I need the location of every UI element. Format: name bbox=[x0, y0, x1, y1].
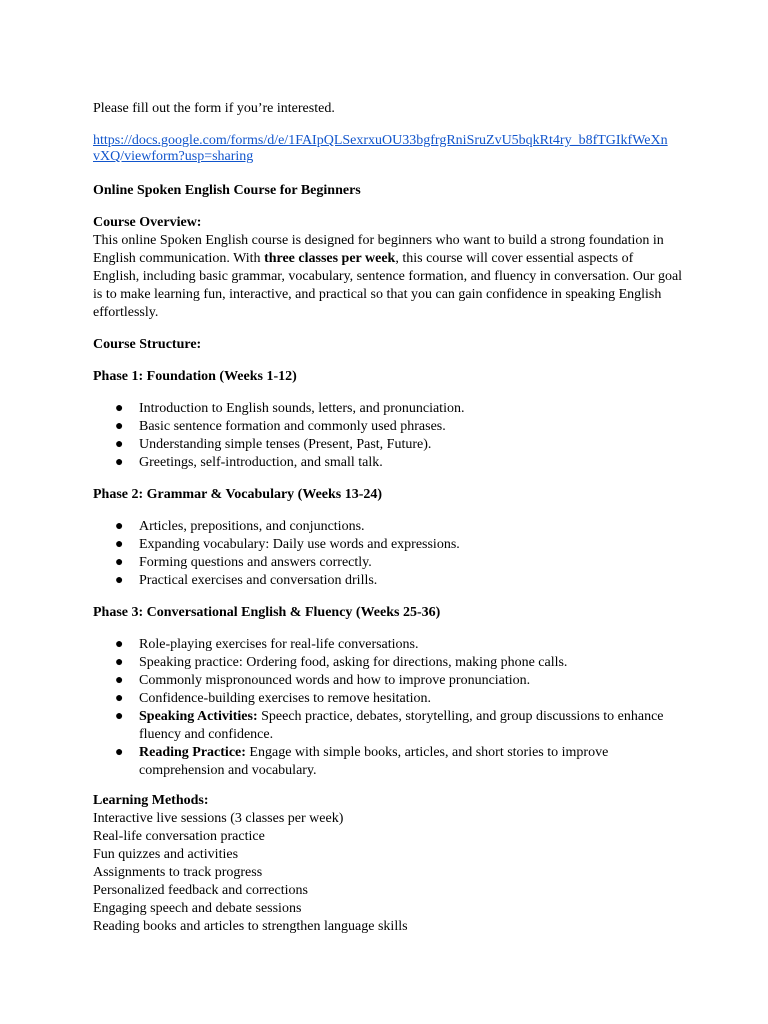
form-link-line-2[interactable]: vXQ/viewform?usp=sharing bbox=[93, 149, 254, 164]
form-link-line-1[interactable]: https://docs.google.com/forms/d/e/1FAIpQLSexrxuOU33bgfrgRniSruZvU5bqkRt4ry_b8fTGIkfWeXn bbox=[93, 133, 668, 148]
list-item-text: Speaking practice: Ordering food, asking for directions, making phone calls. bbox=[139, 655, 568, 670]
list-item bbox=[93, 572, 679, 590]
bullet-icon: ● bbox=[115, 401, 124, 416]
phase-3-title: Phase 3: Conversational English & Fluency (Weeks 25-36) bbox=[93, 605, 441, 620]
list-item bbox=[93, 536, 679, 554]
bullet-icon: ● bbox=[115, 655, 124, 670]
learning-method-item: Interactive live sessions (3 classes per week) bbox=[93, 811, 344, 826]
list-item-bold-label: Speaking Activities: bbox=[139, 709, 258, 724]
phase-1 bbox=[93, 368, 693, 472]
list-item bbox=[93, 400, 679, 418]
overview-text-start: This online Spoken English course is designed for beginners who want to build a strong foundation in English communication. With bbox=[93, 233, 664, 266]
phase-1-title: Phase 1: Foundation (Weeks 1-12) bbox=[93, 369, 297, 384]
bullet-icon: ● bbox=[115, 455, 124, 470]
phase-1-list bbox=[93, 400, 693, 472]
phase-3 bbox=[93, 604, 693, 780]
bullet-icon: ● bbox=[115, 555, 124, 570]
list-item-text: Basic sentence formation and commonly used phrases. bbox=[139, 419, 446, 434]
list-item-bold-label: Reading Practice: bbox=[139, 745, 246, 760]
structure-heading: Course Structure: bbox=[93, 337, 202, 352]
bullet-icon: ● bbox=[115, 691, 124, 706]
bullet-icon: ● bbox=[115, 673, 124, 688]
list-item-text: Practical exercises and conversation drills. bbox=[139, 573, 378, 588]
bullet-icon: ● bbox=[115, 745, 124, 760]
phase-2-title: Phase 2: Grammar & Vocabulary (Weeks 13-24) bbox=[93, 487, 383, 502]
list-item bbox=[93, 672, 679, 690]
bullet-icon: ● bbox=[115, 709, 124, 724]
list-item-text: Confidence-building exercises to remove hesitation. bbox=[139, 691, 431, 706]
bullet-icon: ● bbox=[115, 419, 124, 434]
learning-method-item: Fun quizzes and activities bbox=[93, 847, 239, 862]
list-item-text: Understanding simple tenses (Present, Past, Future). bbox=[139, 437, 432, 452]
overview-bold-text: three classes per week bbox=[264, 251, 396, 266]
learning-method-item: Reading books and articles to strengthen language skills bbox=[93, 919, 408, 934]
learning-methods bbox=[93, 792, 683, 936]
phase-3-list bbox=[93, 636, 693, 780]
list-item-text: Introduction to English sounds, letters, and pronunciation. bbox=[139, 401, 465, 416]
intro-text: Please fill out the form if you’re interested. bbox=[93, 101, 335, 116]
list-item-text: Engage with simple books, articles, and short stories to improve comprehension and vocabulary. bbox=[139, 745, 609, 778]
learning-method-item: Engaging speech and debate sessions bbox=[93, 901, 302, 916]
learning-method-item: Personalized feedback and corrections bbox=[93, 883, 308, 898]
list-item-text: Speech practice, debates, storytelling, and group discussions to enhance fluency and confidence. bbox=[139, 709, 664, 742]
list-item-text: Role-playing exercises for real-life conversations. bbox=[139, 637, 419, 652]
list-item bbox=[93, 690, 679, 708]
list-item bbox=[93, 518, 679, 536]
list-item bbox=[93, 418, 679, 436]
learning-method-item: Real-life conversation practice bbox=[93, 829, 265, 844]
list-item-text: Forming questions and answers correctly. bbox=[139, 555, 372, 570]
overview-heading: Course Overview: bbox=[93, 215, 202, 230]
course-overview bbox=[93, 214, 683, 322]
form-link[interactable] bbox=[93, 133, 693, 165]
list-item bbox=[93, 636, 679, 654]
learning-methods-heading: Learning Methods: bbox=[93, 793, 209, 808]
bullet-icon: ● bbox=[115, 537, 124, 552]
bullet-icon: ● bbox=[115, 637, 124, 652]
list-item bbox=[93, 436, 679, 454]
list-item bbox=[93, 654, 679, 672]
bullet-icon: ● bbox=[115, 519, 124, 534]
list-item-text: Greetings, self-introduction, and small talk. bbox=[139, 455, 383, 470]
bullet-icon: ● bbox=[115, 573, 124, 588]
bullet-icon: ● bbox=[115, 437, 124, 452]
list-item bbox=[93, 744, 679, 780]
overview-text-end: , this course will cover essential aspects of English, including basic grammar, vocabulary, sentence formation, and fluency in conversation. Our goal is to make learning fun, interactive, and practical so that you can gain confidence in speaking English effortlessly. bbox=[93, 251, 683, 320]
phase-2-list bbox=[93, 518, 693, 590]
list-item-text: Commonly mispronounced words and how to improve pronunciation. bbox=[139, 673, 531, 688]
phase-2 bbox=[93, 486, 693, 590]
list-item bbox=[93, 554, 679, 572]
list-item bbox=[93, 454, 679, 472]
list-item bbox=[93, 708, 679, 744]
learning-method-item: Assignments to track progress bbox=[93, 865, 263, 880]
course-title: Online Spoken English Course for Beginners bbox=[93, 183, 361, 198]
list-item-text: Expanding vocabulary: Daily use words and expressions. bbox=[139, 537, 460, 552]
overview-paragraph bbox=[93, 232, 683, 322]
list-item-text: Articles, prepositions, and conjunctions. bbox=[139, 519, 365, 534]
